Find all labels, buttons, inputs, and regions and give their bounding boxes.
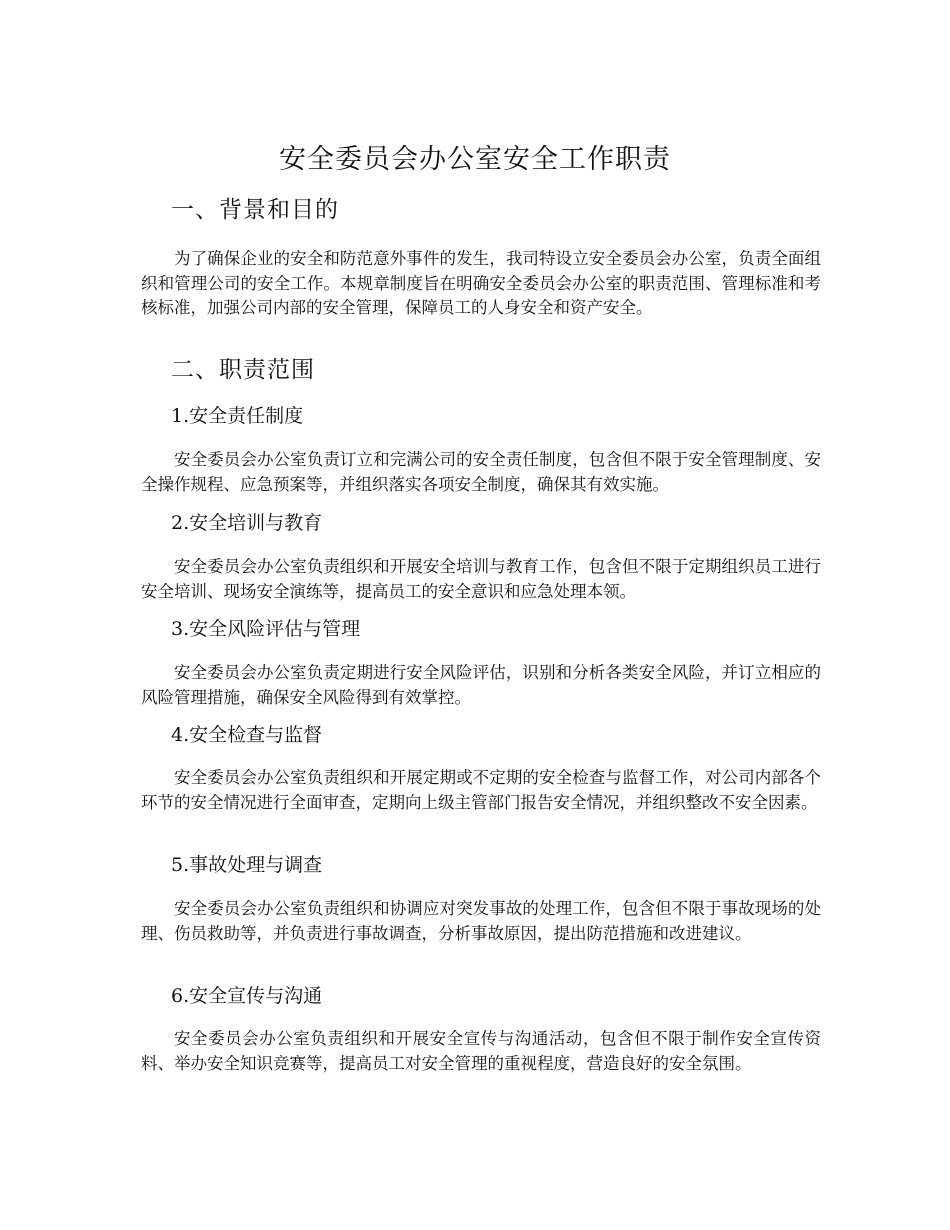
item-paragraph-accident-handling: 安全委员会办公室负责组织和协调应对突发事故的处理工作，包含但不限于事故现场的处理、伤员救助等，并负责进行事故调查，分析事故原因，提出防范措施和改进建议。 [141,899,821,943]
item-heading-safety-responsibility: 1.安全责任制度 [171,405,304,427]
item-paragraph-risk-assessment: 安全委员会办公室负责定期进行安全风险评估，识别和分析各类安全风险，并订立相应的风险管理措施，确保安全风险得到有效掌控。 [141,663,821,707]
item-heading-accident-handling: 5.事故处理与调查 [171,854,323,876]
item-paragraph-publicity: 安全委员会办公室负责组织和开展安全宣传与沟通活动，包含但不限于制作安全宣传资料、举办安全知识竞赛等，提高员工对安全管理的重视程度，营造良好的安全氛围。 [141,1029,821,1073]
section-heading-responsibilities: 二、职责范围 [171,357,315,383]
item-heading-publicity: 6.安全宣传与沟通 [171,985,323,1007]
item-paragraph-safety-responsibility: 安全委员会办公室负责订立和完满公司的安全责任制度，包含但不限于安全管理制度、安全操作规程、应急预案等，并组织落实各项安全制度，确保其有效实施。 [141,450,821,494]
section-heading-background: 一、背景和目的 [171,197,339,223]
item-heading-safety-training: 2.安全培训与教育 [171,512,323,534]
background-paragraph: 为了确保企业的安全和防范意外事件的发生，我司特设立安全委员会办公室，负责全面组织和管理公司的安全工作。本规章制度旨在明确安全委员会办公室的职责范围、管理标准和考核标准，加强公司内部的安全管理，保障员工的人身安全和资产安全。 [141,249,821,317]
item-heading-inspection: 4.安全检查与监督 [171,724,323,746]
item-paragraph-inspection: 安全委员会办公室负责组织和开展定期或不定期的安全检查与监督工作，对公司内部各个环节的安全情况进行全面审查，定期向上级主管部门报告安全情况，并组织整改不安全因素。 [141,768,821,812]
item-heading-risk-assessment: 3.安全风险评估与管理 [171,618,361,640]
item-paragraph-safety-training: 安全委员会办公室负责组织和开展安全培训与教育工作，包含但不限于定期组织员工进行安全培训、现场安全演练等，提高员工的安全意识和应急处理本领。 [141,557,821,601]
document-title: 安全委员会办公室安全工作职责 [279,144,671,175]
